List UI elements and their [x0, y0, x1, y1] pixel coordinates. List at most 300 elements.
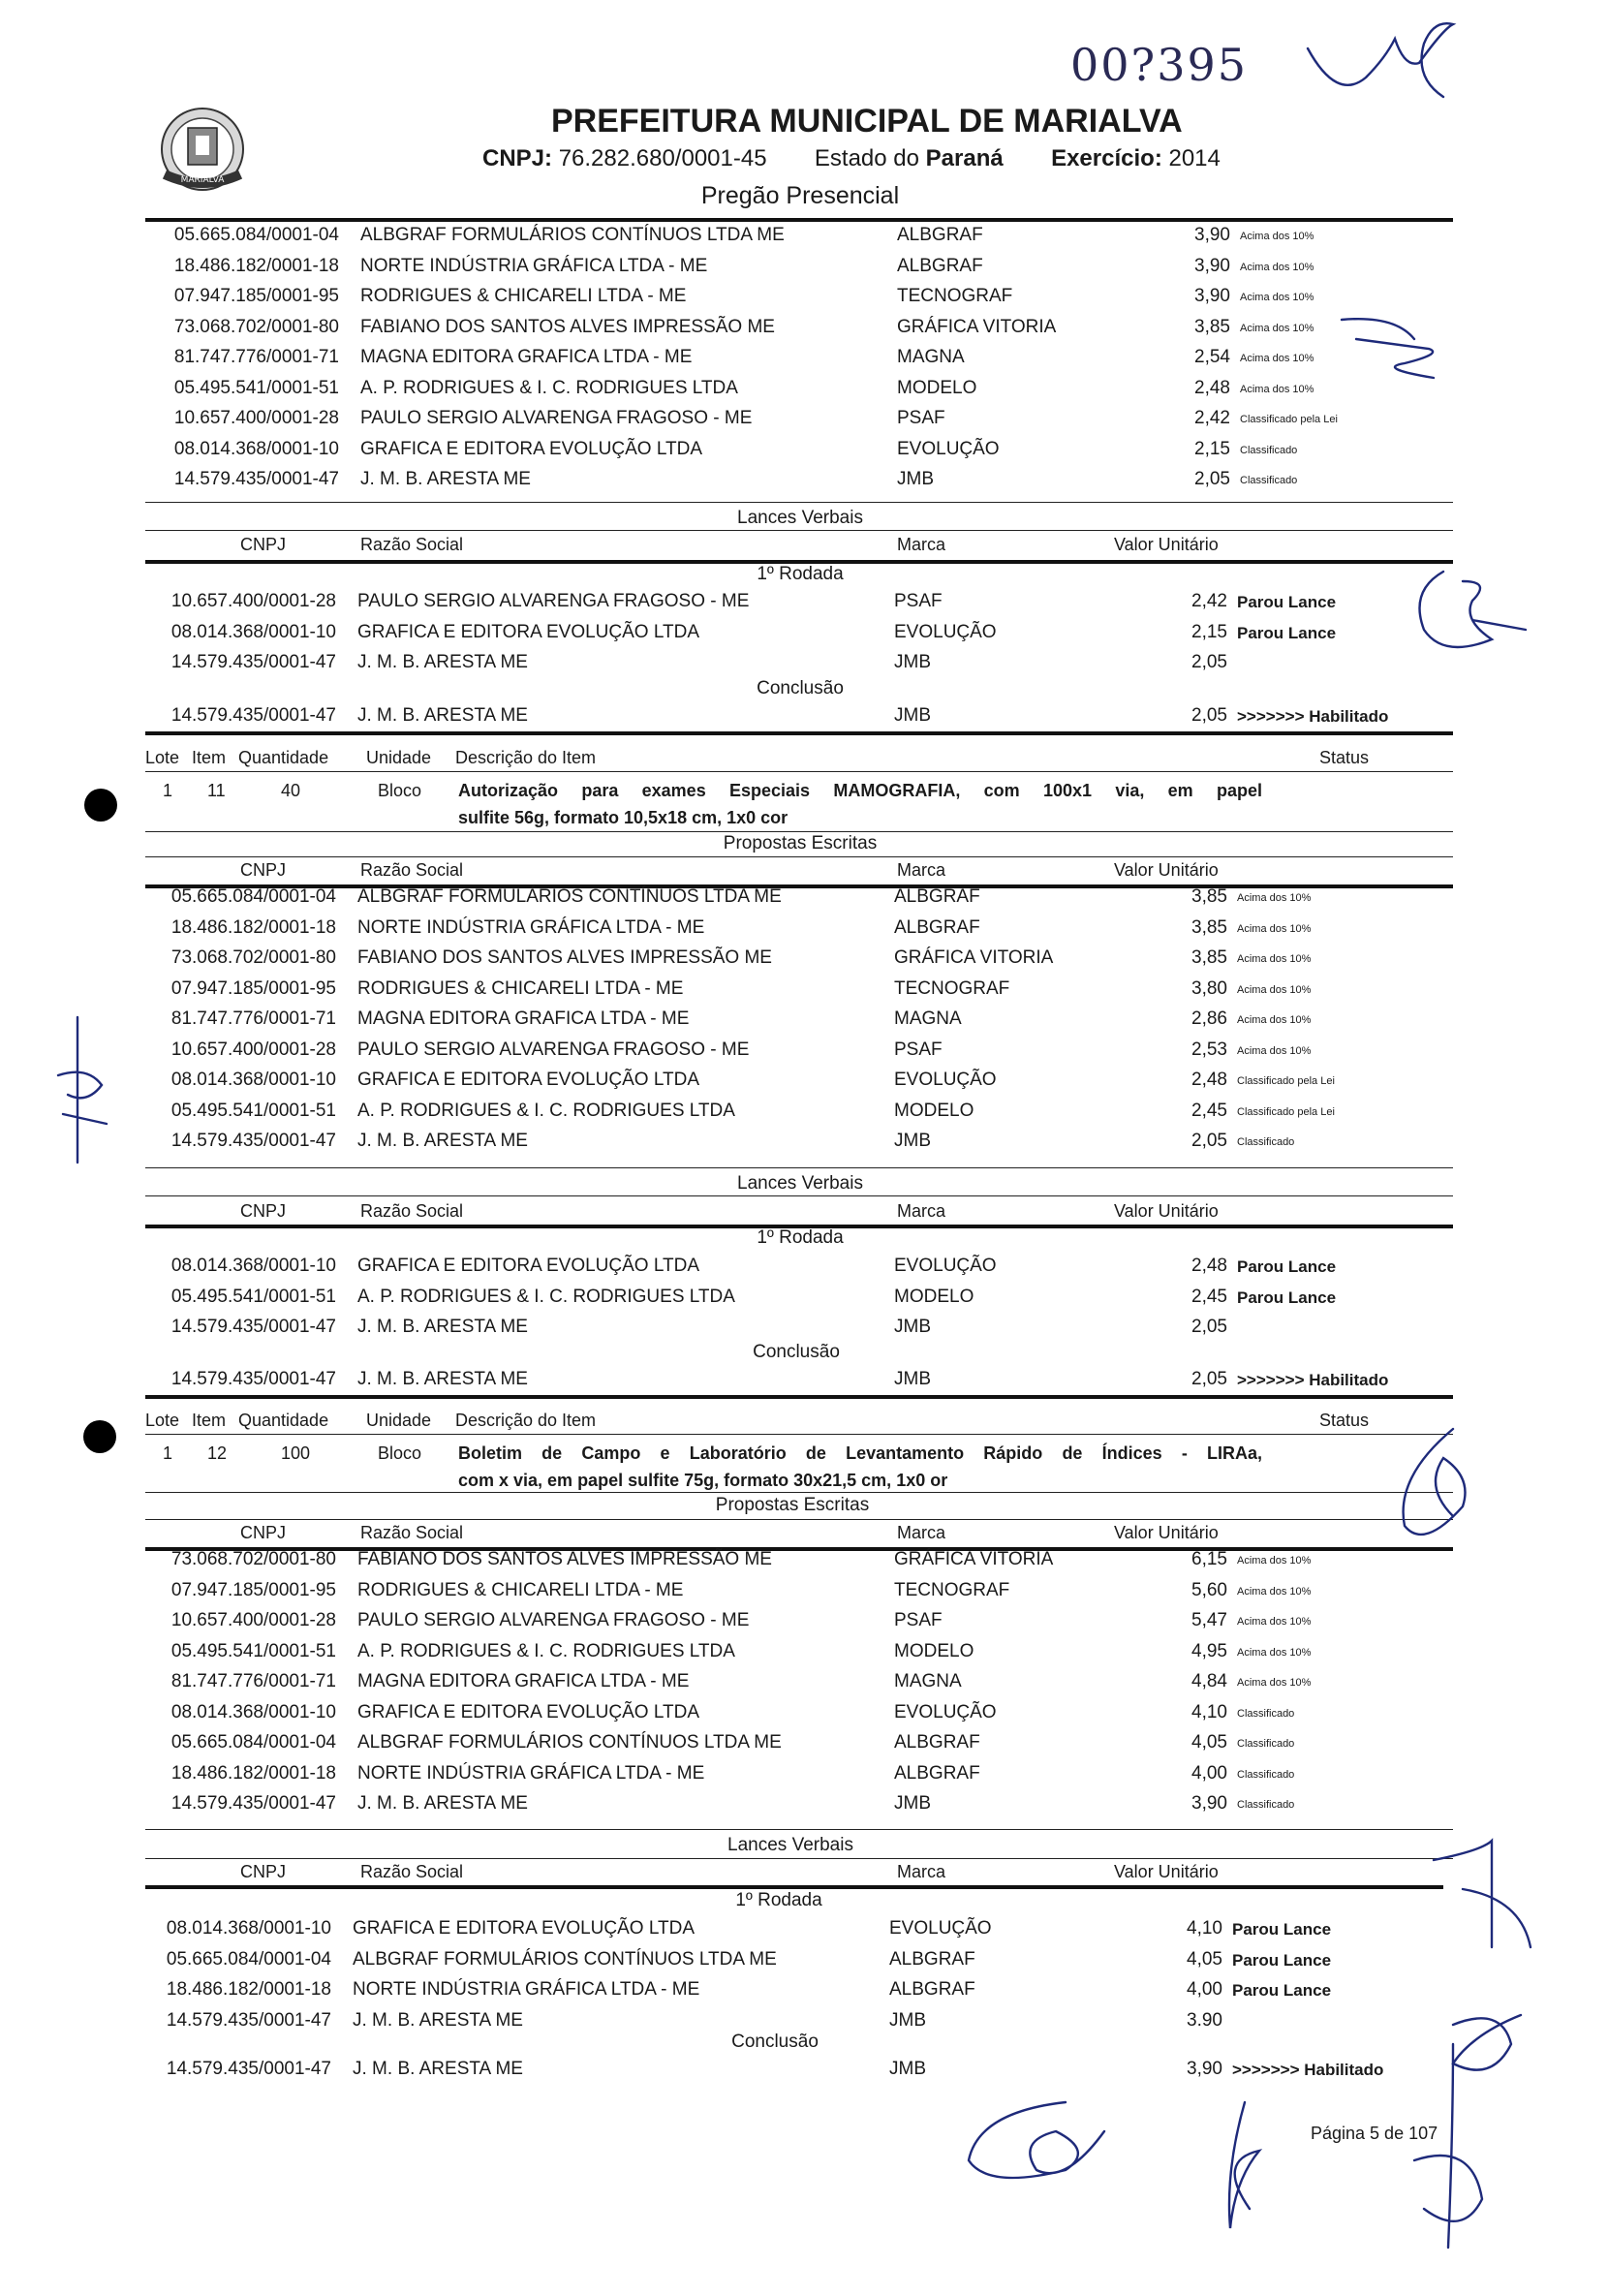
razao-social-cell: PAULO SERGIO ALVARENGA FRAGOSO - ME — [357, 1039, 750, 1060]
section-rule — [145, 856, 1453, 857]
cnpj-cell: 07.947.185/0001-95 — [170, 1579, 336, 1600]
cnpj-cell: 18.486.182/0001-18 — [170, 916, 336, 938]
valor-cell: 2,15 — [1191, 621, 1227, 642]
table-row — [0, 1610, 1511, 1639]
valor-cell: 2,48 — [1191, 1070, 1227, 1090]
exercicio-value: 2014 — [1168, 145, 1221, 171]
valor-cell: 3,90 — [1191, 1793, 1227, 1814]
binder-hole-2 — [83, 1420, 116, 1453]
municipal-crest — [145, 105, 260, 194]
marca-cell: JMB — [894, 1369, 931, 1389]
marca-cell: MAGNA — [897, 347, 965, 367]
valor-cell: 2,42 — [1194, 408, 1230, 428]
status-note: Classificado pela Lei — [1237, 1075, 1335, 1087]
descricao-label: Descrição do Item — [455, 748, 597, 767]
razao-social-cell: NORTE INDÚSTRIA GRÁFICA LTDA - ME — [357, 1762, 705, 1784]
status-note: Classificado — [1240, 444, 1298, 456]
handwritten-scribble-1 — [1405, 562, 1531, 668]
table-row — [0, 917, 1511, 946]
valor-cell: 2,42 — [1191, 591, 1227, 611]
margin-initials-left — [48, 1008, 116, 1172]
status-note: Classificado — [1240, 475, 1298, 486]
marca-cell: EVOLUÇÃO — [894, 621, 997, 642]
razao-social-cell: A. P. RODRIGUES & I. C. RODRIGUES LTDA — [357, 1286, 735, 1307]
status-note: Parou Lance — [1237, 623, 1337, 642]
status-note: Acima dos 10% — [1240, 383, 1314, 395]
section-rule — [145, 1434, 1453, 1435]
table-row — [0, 317, 1511, 346]
valor-cell: 3,85 — [1191, 886, 1227, 907]
item-description-line-1: Autorização para exames Especiais MAMOGRAFIA, com 100x1 via, em papel — [458, 781, 1262, 800]
table-row — [0, 1070, 1511, 1099]
status-note: Acima dos 10% — [1237, 922, 1312, 935]
column-header-marca: Marca — [897, 1862, 946, 1881]
table-row — [0, 1763, 1511, 1792]
handwritten-scribble-3 — [1424, 1831, 1540, 1957]
razao-social-cell: ALBGRAF FORMULÁRIOS CONTÍNUOS LTDA ME — [353, 1948, 777, 1970]
valor-cell: 2,05 — [1191, 1369, 1227, 1389]
valor-cell: 2,15 — [1194, 438, 1230, 459]
binder-hole-1 — [84, 789, 117, 822]
marca-cell: GRÁFICA VITORIA — [897, 316, 1057, 337]
marca-cell: TECNOGRAF — [894, 977, 1010, 999]
marca-cell: PSAF — [894, 591, 943, 611]
marca-cell: JMB — [894, 652, 931, 672]
status-note: >>>>>>> Habilitado — [1237, 1371, 1389, 1389]
cnpj-cell: 05.495.541/0001-51 — [170, 1100, 336, 1121]
column-header-razao: Razão Social — [360, 1862, 464, 1881]
status-note: Acima dos 10% — [1237, 1646, 1312, 1659]
lote-label: Lote — [145, 1411, 180, 1430]
item-description-line-2: sulfite 56g, formato 10,5x18 cm, 1x0 cor — [458, 808, 789, 827]
razao-social-cell: GRAFICA E EDITORA EVOLUÇÃO LTDA — [357, 1256, 699, 1276]
table-row — [0, 652, 1511, 681]
item-label: Item — [192, 1411, 227, 1430]
valor-cell: 5,47 — [1191, 1610, 1227, 1630]
item-label: Item — [192, 748, 227, 767]
razao-social-cell: J. M. B. ARESTA ME — [357, 652, 528, 672]
razao-social-cell: A. P. RODRIGUES & I. C. RODRIGUES LTDA — [357, 1100, 735, 1121]
razao-social-cell: MAGNA EDITORA GRAFICA LTDA - ME — [357, 1671, 690, 1691]
column-header-cnpj: CNPJ — [240, 1523, 287, 1542]
lances-verbais-heading: Lances Verbais — [737, 1173, 863, 1194]
marca-cell: EVOLUÇÃO — [894, 1701, 997, 1722]
status-note: Acima dos 10% — [1237, 1014, 1312, 1026]
status-note: Acima dos 10% — [1237, 1585, 1312, 1598]
status-note: Parou Lance — [1232, 1950, 1332, 1970]
signature-bottom-center — [949, 2093, 1133, 2199]
quantidade-label: Quantidade — [238, 1411, 329, 1430]
valor-cell: 3,80 — [1191, 977, 1227, 999]
marca-cell: MODELO — [897, 377, 977, 398]
razao-social-cell: ALBGRAF FORMULÁRIOS CONTÍNUOS LTDA ME — [360, 225, 785, 245]
cnpj-cell: 07.947.185/0001-95 — [173, 286, 339, 306]
status-note: Classificado — [1237, 1136, 1295, 1148]
table-row — [0, 2059, 1511, 2088]
column-header-marca: Marca — [897, 1201, 946, 1221]
table-row — [0, 978, 1511, 1008]
valor-cell: 3,85 — [1191, 916, 1227, 938]
column-header-razao: Razão Social — [360, 1523, 464, 1542]
quantidade-value: 100 — [281, 1443, 311, 1463]
marca-cell: ALBGRAF — [894, 886, 980, 907]
marca-cell: GRÁFICA VITORIA — [894, 1549, 1054, 1569]
status-note: Classificado pela Lei — [1237, 1105, 1335, 1118]
valor-cell: 2,45 — [1191, 1100, 1227, 1121]
cnpj-cell: 10.657.400/0001-28 — [170, 1610, 336, 1630]
lote-value: 1 — [163, 1443, 173, 1463]
status-note: Classificado pela Lei — [1240, 414, 1338, 425]
column-header-cnpj: CNPJ — [240, 860, 287, 880]
section-rule — [145, 1519, 1453, 1520]
table-row — [0, 347, 1511, 376]
table-row — [0, 1101, 1511, 1130]
exercicio-label: Exercício: — [1051, 145, 1162, 171]
marca-cell: JMB — [889, 2059, 926, 2079]
razao-social-cell: ALBGRAF FORMULÁRIOS CONTÍNUOS LTDA ME — [357, 886, 782, 907]
table-row — [0, 225, 1511, 254]
valor-cell: 3,85 — [1194, 316, 1230, 337]
signature-top-right — [1298, 10, 1472, 116]
column-header-marca: Marca — [897, 860, 946, 880]
section-rule — [145, 1829, 1453, 1830]
marca-cell: MAGNA — [894, 1671, 962, 1691]
razao-social-cell: J. M. B. ARESTA ME — [360, 469, 531, 489]
section-rule — [145, 771, 1453, 772]
conclusao-heading: Conclusão — [731, 2032, 819, 2052]
valor-cell: 2,54 — [1194, 347, 1230, 367]
marca-cell: TECNOGRAF — [897, 286, 1013, 306]
table-row — [0, 1256, 1511, 1285]
cnpj-cell: 05.665.084/0001-04 — [173, 225, 339, 245]
marca-cell: PSAF — [894, 1610, 943, 1630]
valor-cell: 3,90 — [1194, 286, 1230, 306]
rodada-heading: 1º Rodada — [757, 564, 844, 584]
marca-cell: MODELO — [894, 1640, 974, 1661]
cnpj-cell: 14.579.435/0001-47 — [170, 1369, 336, 1389]
marca-cell: JMB — [894, 1131, 931, 1151]
section-rule-thick — [145, 1885, 1443, 1889]
header-rule — [145, 218, 1453, 222]
table-row — [0, 886, 1511, 915]
valor-cell: 2,48 — [1194, 377, 1230, 398]
column-header-valor: Valor Unitário — [1114, 1201, 1219, 1221]
marca-cell: ALBGRAF — [894, 916, 980, 938]
marca-cell: JMB — [894, 1793, 931, 1814]
cnpj-label: CNPJ: — [482, 145, 553, 171]
razao-social-cell: J. M. B. ARESTA ME — [357, 1131, 528, 1151]
table-row — [0, 1549, 1511, 1578]
cnpj-cell: 14.579.435/0001-47 — [173, 469, 339, 489]
column-header-valor: Valor Unitário — [1114, 1523, 1219, 1542]
cnpj-cell: 08.014.368/0001-10 — [170, 1070, 336, 1090]
marca-cell: JMB — [897, 469, 934, 489]
table-row — [0, 1702, 1511, 1731]
column-header-cnpj: CNPJ — [240, 535, 287, 554]
marca-cell: ALBGRAF — [889, 1979, 975, 2000]
lances-verbais-heading: Lances Verbais — [727, 1835, 853, 1855]
valor-cell: 4,10 — [1191, 1701, 1227, 1722]
razao-social-cell: FABIANO DOS SANTOS ALVES IMPRESSÃO ME — [360, 316, 775, 337]
cnpj-cell: 08.014.368/0001-10 — [170, 1256, 336, 1276]
status-label: Status — [1319, 748, 1370, 767]
propostas-escritas-heading: Propostas Escritas — [723, 833, 878, 853]
column-header-razao: Razão Social — [360, 535, 464, 554]
cnpj-cell: 05.495.541/0001-51 — [170, 1640, 336, 1661]
table-row — [0, 705, 1511, 734]
status-note: Classificado — [1237, 1799, 1295, 1811]
section-rule-thick — [145, 1395, 1453, 1399]
valor-cell: 4,10 — [1187, 1918, 1222, 1939]
table-row — [0, 1008, 1511, 1038]
column-header-razao: Razão Social — [360, 1201, 464, 1221]
table-row — [0, 947, 1511, 977]
status-note: Parou Lance — [1232, 1920, 1332, 1939]
section-rule — [145, 1858, 1453, 1859]
valor-cell: 4,05 — [1191, 1732, 1227, 1753]
cnpj-cell: 81.747.776/0001-71 — [173, 347, 339, 367]
status-note: Acima dos 10% — [1240, 261, 1314, 273]
table-row — [0, 1369, 1511, 1398]
marca-cell: MODELO — [894, 1100, 974, 1121]
cnpj-cell: 07.947.185/0001-95 — [170, 977, 336, 999]
razao-social-cell: GRAFICA E EDITORA EVOLUÇÃO LTDA — [353, 1918, 695, 1939]
cnpj-cell: 10.657.400/0001-28 — [170, 1039, 336, 1060]
table-row — [0, 1131, 1511, 1160]
valor-cell: 2,05 — [1191, 652, 1227, 672]
razao-social-cell: J. M. B. ARESTA ME — [357, 705, 528, 726]
lote-label: Lote — [145, 748, 180, 767]
section-rule-thick — [145, 731, 1453, 735]
valor-cell: 2,86 — [1191, 1008, 1227, 1029]
valor-cell: 2,53 — [1191, 1039, 1227, 1060]
table-row — [0, 1732, 1511, 1761]
cnpj-cell: 10.657.400/0001-28 — [170, 591, 336, 611]
cnpj-cell: 05.495.541/0001-51 — [170, 1286, 336, 1307]
column-header-razao: Razão Social — [360, 860, 464, 880]
column-header-cnpj: CNPJ — [240, 1201, 287, 1221]
section-rule — [145, 530, 1453, 531]
status-note: Parou Lance — [1237, 1288, 1337, 1307]
marca-cell: EVOLUÇÃO — [889, 1918, 992, 1939]
marca-cell: JMB — [889, 2009, 926, 2031]
valor-cell: 2,05 — [1191, 705, 1227, 726]
valor-cell: 2,05 — [1191, 1131, 1227, 1151]
razao-social-cell: A. P. RODRIGUES & I. C. RODRIGUES LTDA — [357, 1640, 735, 1661]
column-header-valor: Valor Unitário — [1114, 860, 1219, 880]
cnpj-cell: 14.579.435/0001-47 — [170, 652, 336, 672]
valor-cell: 6,15 — [1191, 1549, 1227, 1569]
cnpj-cell: 14.579.435/0001-47 — [170, 1131, 336, 1151]
razao-social-cell: GRAFICA E EDITORA EVOLUÇÃO LTDA — [360, 438, 702, 459]
status-note: Acima dos 10% — [1237, 1044, 1312, 1057]
section-rule — [145, 1492, 1453, 1493]
svg-text:MARIALVA: MARIALVA — [180, 175, 225, 185]
rodada-heading: 1º Rodada — [757, 1227, 844, 1248]
item-value: 12 — [207, 1443, 228, 1463]
quantidade-label: Quantidade — [238, 748, 329, 767]
cnpj-cell: 14.579.435/0001-47 — [166, 2059, 331, 2079]
cnpj-cell: 18.486.182/0001-18 — [166, 1979, 331, 2000]
page-title: PREFEITURA MUNICIPAL DE MARIALVA — [551, 103, 1183, 140]
valor-cell: 2,48 — [1191, 1256, 1227, 1276]
lote-value: 1 — [163, 781, 173, 800]
estado-label: Estado do — [814, 145, 919, 171]
descricao-label: Descrição do Item — [455, 1411, 597, 1430]
item-value: 11 — [207, 781, 226, 800]
status-note: Acima dos 10% — [1237, 953, 1312, 965]
valor-cell: 3,90 — [1187, 2059, 1222, 2079]
cnpj-cell: 05.665.084/0001-04 — [170, 1732, 336, 1753]
marca-cell: EVOLUÇÃO — [894, 1070, 997, 1090]
cnpj-cell: 14.579.435/0001-47 — [170, 1793, 336, 1814]
marca-cell: MAGNA — [894, 1008, 962, 1029]
section-rule — [145, 1195, 1453, 1196]
marca-cell: EVOLUÇÃO — [894, 1256, 997, 1276]
table-row — [0, 256, 1511, 285]
status-note: Parou Lance — [1232, 1981, 1332, 2000]
razao-social-cell: PAULO SERGIO ALVARENGA FRAGOSO - ME — [357, 591, 750, 611]
razao-social-cell: J. M. B. ARESTA ME — [357, 1793, 528, 1814]
unidade-label: Unidade — [366, 748, 432, 767]
razao-social-cell: RODRIGUES & CHICARELI LTDA - ME — [360, 286, 687, 306]
cnpj-cell: 08.014.368/0001-10 — [170, 621, 336, 642]
table-row — [0, 439, 1511, 468]
cnpj-cell: 14.579.435/0001-47 — [166, 2009, 331, 2031]
razao-social-cell: PAULO SERGIO ALVARENGA FRAGOSO - ME — [360, 408, 753, 428]
table-row — [0, 1580, 1511, 1609]
razao-social-cell: J. M. B. ARESTA ME — [353, 2059, 523, 2079]
cnpj-cell: 05.665.084/0001-04 — [166, 1948, 331, 1970]
razao-social-cell: RODRIGUES & CHICARELI LTDA - ME — [357, 977, 684, 999]
razao-social-cell: NORTE INDÚSTRIA GRÁFICA LTDA - ME — [360, 255, 708, 276]
rodada-heading: 1º Rodada — [735, 1890, 822, 1910]
razao-social-cell: J. M. B. ARESTA ME — [353, 2009, 523, 2031]
razao-social-cell: MAGNA EDITORA GRAFICA LTDA - ME — [357, 1008, 690, 1029]
valor-cell: 4,00 — [1187, 1979, 1222, 2000]
status-note: Acima dos 10% — [1240, 292, 1314, 303]
status-note: Parou Lance — [1237, 593, 1337, 611]
valor-cell: 2,05 — [1191, 1317, 1227, 1337]
cnpj-cell: 18.486.182/0001-18 — [170, 1762, 336, 1784]
cnpj-cell: 08.014.368/0001-10 — [170, 1701, 336, 1722]
razao-social-cell: NORTE INDÚSTRIA GRÁFICA LTDA - ME — [353, 1979, 700, 2000]
column-header-marca: Marca — [897, 1523, 946, 1542]
razao-social-cell: GRAFICA E EDITORA EVOLUÇÃO LTDA — [357, 621, 699, 642]
table-row — [0, 1918, 1511, 1947]
cnpj-cell: 08.014.368/0001-10 — [166, 1918, 331, 1939]
table-row — [0, 1979, 1511, 2008]
valor-cell: 3,85 — [1191, 947, 1227, 968]
section-rule — [145, 1167, 1453, 1168]
razao-social-cell: FABIANO DOS SANTOS ALVES IMPRESSÃO ME — [357, 947, 772, 968]
column-header-valor: Valor Unitário — [1114, 535, 1219, 554]
marca-cell: TECNOGRAF — [894, 1579, 1010, 1600]
item-description-line-1: Boletim de Campo e Laboratório de Levantamento Rápido de Índices - LIRAa, — [458, 1443, 1262, 1463]
signature-bottom-right-2 — [1395, 2034, 1501, 2257]
razao-social-cell: NORTE INDÚSTRIA GRÁFICA LTDA - ME — [357, 916, 705, 938]
valor-cell: 5,60 — [1191, 1579, 1227, 1600]
marca-cell: GRÁFICA VITORIA — [894, 947, 1054, 968]
razao-social-cell: A. P. RODRIGUES & I. C. RODRIGUES LTDA — [360, 377, 738, 398]
razao-social-cell: PAULO SERGIO ALVARENGA FRAGOSO - ME — [357, 1610, 750, 1630]
status-note: Acima dos 10% — [1240, 353, 1314, 364]
valor-cell: 3,90 — [1194, 225, 1230, 245]
status-note: Acima dos 10% — [1237, 1677, 1312, 1689]
valor-cell: 4,95 — [1191, 1640, 1227, 1661]
valor-cell: 3,90 — [1194, 255, 1230, 276]
table-row — [0, 1287, 1511, 1316]
marca-cell: PSAF — [894, 1039, 943, 1060]
valor-cell: 4,00 — [1191, 1762, 1227, 1784]
status-note: Classificado — [1237, 1768, 1295, 1781]
estado-value: Paraná — [925, 145, 1004, 171]
status-note: Parou Lance — [1237, 1257, 1337, 1276]
marca-cell: MODELO — [894, 1286, 974, 1307]
column-header-cnpj: CNPJ — [240, 1862, 287, 1881]
table-row — [0, 408, 1511, 437]
signature-bottom-right-1 — [1206, 2093, 1274, 2248]
table-row — [0, 378, 1511, 407]
table-row — [0, 1949, 1511, 1978]
cnpj-cell: 81.747.776/0001-71 — [170, 1008, 336, 1029]
cnpj-cell: 73.068.702/0001-80 — [170, 1549, 336, 1569]
column-header-marca: Marca — [897, 535, 946, 554]
cnpj-cell: 73.068.702/0001-80 — [170, 947, 336, 968]
status-note: Classificado — [1237, 1738, 1295, 1750]
marca-cell: PSAF — [897, 408, 945, 428]
cnpj-cell: 05.495.541/0001-51 — [173, 377, 339, 398]
marca-cell: JMB — [894, 705, 931, 726]
status-note: Acima dos 10% — [1240, 231, 1314, 242]
status-note: >>>>>>> Habilitado — [1237, 707, 1389, 726]
marca-cell: ALBGRAF — [894, 1762, 980, 1784]
section-rule — [145, 502, 1453, 503]
marca-cell: ALBGRAF — [897, 225, 983, 245]
razao-social-cell: J. M. B. ARESTA ME — [357, 1317, 528, 1337]
status-note: Classificado — [1237, 1707, 1295, 1720]
marca-cell: EVOLUÇÃO — [897, 438, 1000, 459]
valor-cell: 4,84 — [1191, 1671, 1227, 1691]
header-info-line — [482, 145, 1221, 172]
cnpj-cell: 14.579.435/0001-47 — [170, 1317, 336, 1337]
lances-verbais-heading: Lances Verbais — [737, 508, 863, 528]
table-row — [0, 622, 1511, 651]
cnpj-cell: 10.657.400/0001-28 — [173, 408, 339, 428]
status-note: Acima dos 10% — [1237, 1616, 1312, 1628]
table-row — [0, 1671, 1511, 1700]
unidade-value: Bloco — [378, 781, 422, 800]
table-row — [0, 1641, 1511, 1670]
handwritten-scribble-2 — [1376, 1419, 1482, 1555]
table-row — [0, 469, 1511, 498]
status-label: Status — [1319, 1411, 1370, 1430]
unidade-label: Unidade — [366, 1411, 432, 1430]
column-header-valor: Valor Unitário — [1114, 1862, 1219, 1881]
section-rule — [145, 831, 1453, 832]
cnpj-value: 76.282.680/0001-45 — [558, 145, 767, 171]
propostas-escritas-heading: Propostas Escritas — [715, 1495, 870, 1515]
conclusao-heading: Conclusão — [757, 678, 844, 698]
item-description-line-2: com x via, em papel sulfite 75g, formato 30x21,5 cm, 1x0 or — [458, 1471, 948, 1490]
status-note: Acima dos 10% — [1240, 322, 1314, 334]
razao-social-cell: MAGNA EDITORA GRAFICA LTDA - ME — [360, 347, 693, 367]
status-note: Acima dos 10% — [1237, 1555, 1312, 1567]
razao-social-cell: RODRIGUES & CHICARELI LTDA - ME — [357, 1579, 684, 1600]
table-row — [0, 1793, 1511, 1822]
marca-cell: ALBGRAF — [894, 1732, 980, 1753]
table-row — [0, 591, 1511, 620]
